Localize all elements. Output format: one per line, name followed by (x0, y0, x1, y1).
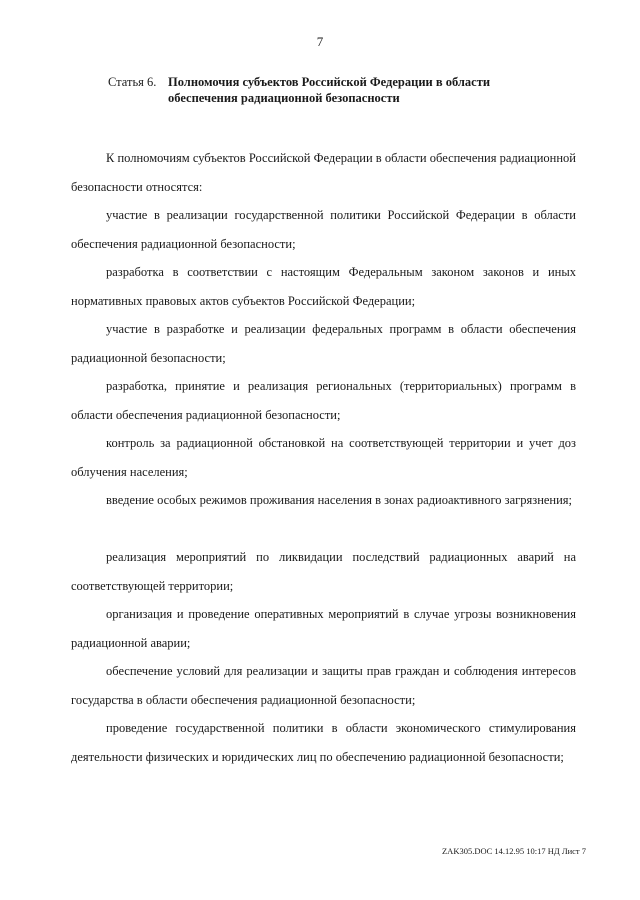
article-title: Полномочия субъектов Российской Федерации в области обеспечения радиационной безопасности (168, 75, 491, 105)
list-item: разработка, принятие и реализация региональных (территориальных) программ в области обеспечения радиационной безопасности; (71, 379, 576, 422)
paragraph-intro: К полномочиям субъектов Российской Федерации в области обеспечения радиационной безопасности относятся: (71, 151, 576, 194)
list-item: участие в разработке и реализации федеральных программ в области обеспечения радиационной безопасности; (71, 322, 576, 365)
list-item: разработка в соответствии с настоящим Федеральным законом законов и иных нормативных правовых актов субъектов Российской Федерации; (71, 265, 576, 308)
list-item: организация и проведение оперативных мероприятий в случае угрозы возникновения радиационной аварии; (71, 607, 576, 650)
page-number: 7 (316, 34, 324, 49)
article-label: Статья 6. (108, 75, 157, 89)
list-item: участие в реализации государственной политики Российской Федерации в области обеспечения радиационной безопасности; (71, 208, 576, 251)
list-item: реализация мероприятий по ликвидации последствий радиационных аварий на соответствующей территории; (71, 550, 576, 593)
list-item: контроль за радиационной обстановкой на соответствующей территории и учет доз облучения населения; (71, 436, 576, 479)
list-item: проведение государственной политики в области экономического стимулирования деятельности физических и юридических лиц по обеспечению радиационной безопасности; (71, 721, 576, 764)
list-item: введение особых режимов проживания населения в зонах радиоактивного загрязнения; (106, 493, 573, 507)
list-item: обеспечение условий для реализации и защиты прав граждан и соблюдения интересов государства в области обеспечения радиационной безопасности; (71, 664, 576, 707)
document-footer: ZAK305.DOC 14.12.95 10:17 НД Лист 7 (441, 846, 586, 856)
